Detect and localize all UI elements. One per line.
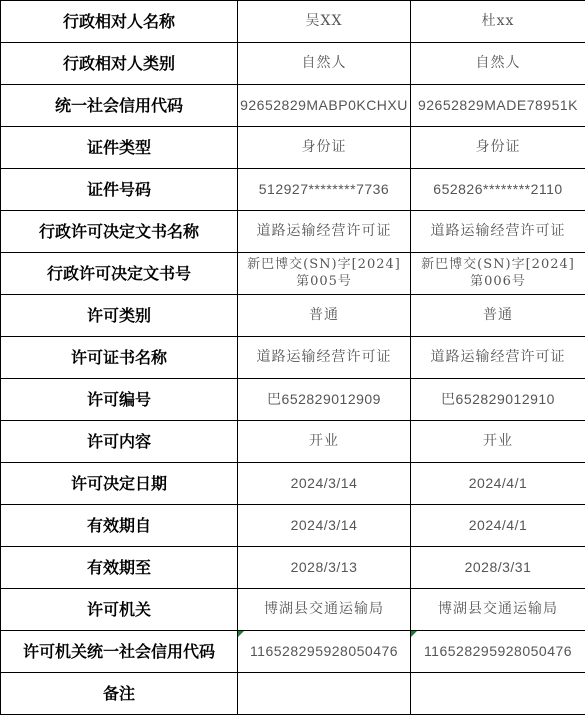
table-row xyxy=(1,673,585,715)
cell-value: 身份证 xyxy=(238,127,411,169)
cell-value: 博湖县交通运输局 xyxy=(238,589,411,631)
row-label: 行政许可决定文书名称 xyxy=(1,211,238,253)
cell-value: 道路运输经营许可证 xyxy=(411,211,585,253)
table-row xyxy=(1,631,585,673)
cell-value: 652826********2110 xyxy=(411,169,585,211)
table-row xyxy=(1,463,585,505)
cell-value xyxy=(238,253,411,295)
row-label: 行政许可决定文书号 xyxy=(1,253,238,295)
doc-number-line-1: 新巴博交(SN)字[2024] xyxy=(421,257,575,273)
row-label: 统一社会信用代码 xyxy=(1,85,238,127)
table-row xyxy=(1,421,585,463)
cell-value: 巴652829012910 xyxy=(411,379,585,421)
row-label: 许可证书名称 xyxy=(1,337,238,379)
row-label: 有效期自 xyxy=(1,505,238,547)
cell-value: 普通 xyxy=(238,295,411,337)
cell-value: 道路运输经营许可证 xyxy=(238,337,411,379)
authority-code: 116528295928050476 xyxy=(423,643,573,660)
row-label: 许可机关 xyxy=(1,589,238,631)
table-row xyxy=(1,1,585,43)
cell-value: 吴XX xyxy=(238,1,411,43)
table-row xyxy=(1,169,585,211)
cell-value: 512927********7736 xyxy=(238,169,411,211)
table-row xyxy=(1,505,585,547)
table-row xyxy=(1,379,585,421)
cell-value: 道路运输经营许可证 xyxy=(238,211,411,253)
cell-value xyxy=(238,673,411,715)
doc-number-line-2: 第005号 xyxy=(296,273,352,289)
error-marker-icon xyxy=(411,631,417,637)
cell-value: 杜xx xyxy=(411,1,585,43)
table-row xyxy=(1,43,585,85)
row-label: 许可类别 xyxy=(1,295,238,337)
table-row xyxy=(1,337,585,379)
table-row xyxy=(1,211,585,253)
cell-value: 自然人 xyxy=(411,43,585,85)
cell-value: 2024/3/14 xyxy=(238,505,411,547)
table-row xyxy=(1,127,585,169)
table-row xyxy=(1,547,585,589)
cell-value xyxy=(411,631,585,673)
cell-value: 2024/4/1 xyxy=(411,505,585,547)
cell-value xyxy=(411,673,585,715)
row-label: 行政相对人类别 xyxy=(1,43,238,85)
row-label: 行政相对人名称 xyxy=(1,1,238,43)
cell-value: 博湖县交通运输局 xyxy=(411,589,585,631)
row-label: 备注 xyxy=(1,673,238,715)
cell-value: 巴652829012909 xyxy=(238,379,411,421)
table-row xyxy=(1,589,585,631)
table-row xyxy=(1,85,585,127)
cell-value: 92652829MADE78951K xyxy=(411,85,585,127)
cell-value: 开业 xyxy=(238,421,411,463)
error-marker-icon xyxy=(238,631,244,637)
doc-number-line-2: 第006号 xyxy=(470,273,526,289)
cell-value: 2028/3/13 xyxy=(238,547,411,589)
cell-value: 2028/3/31 xyxy=(411,547,585,589)
cell-value xyxy=(411,253,585,295)
row-label: 证件号码 xyxy=(1,169,238,211)
cell-value: 2024/3/14 xyxy=(238,463,411,505)
row-label: 许可机关统一社会信用代码 xyxy=(1,631,238,673)
row-label: 许可编号 xyxy=(1,379,238,421)
authority-code: 116528295928050476 xyxy=(249,643,399,660)
row-label: 证件类型 xyxy=(1,127,238,169)
row-label: 许可决定日期 xyxy=(1,463,238,505)
row-label: 有效期至 xyxy=(1,547,238,589)
cell-value: 道路运输经营许可证 xyxy=(411,337,585,379)
cell-value: 自然人 xyxy=(238,43,411,85)
table-row xyxy=(1,295,585,337)
cell-value: 身份证 xyxy=(411,127,585,169)
cell-value: 开业 xyxy=(411,421,585,463)
doc-number-line-1: 新巴博交(SN)字[2024] xyxy=(247,257,401,273)
cell-value: 2024/4/1 xyxy=(411,463,585,505)
cell-value: 普通 xyxy=(411,295,585,337)
row-label: 许可内容 xyxy=(1,421,238,463)
table-row xyxy=(1,253,585,295)
cell-value: 92652829MABP0KCHXU xyxy=(238,85,411,127)
cell-value xyxy=(238,631,411,673)
